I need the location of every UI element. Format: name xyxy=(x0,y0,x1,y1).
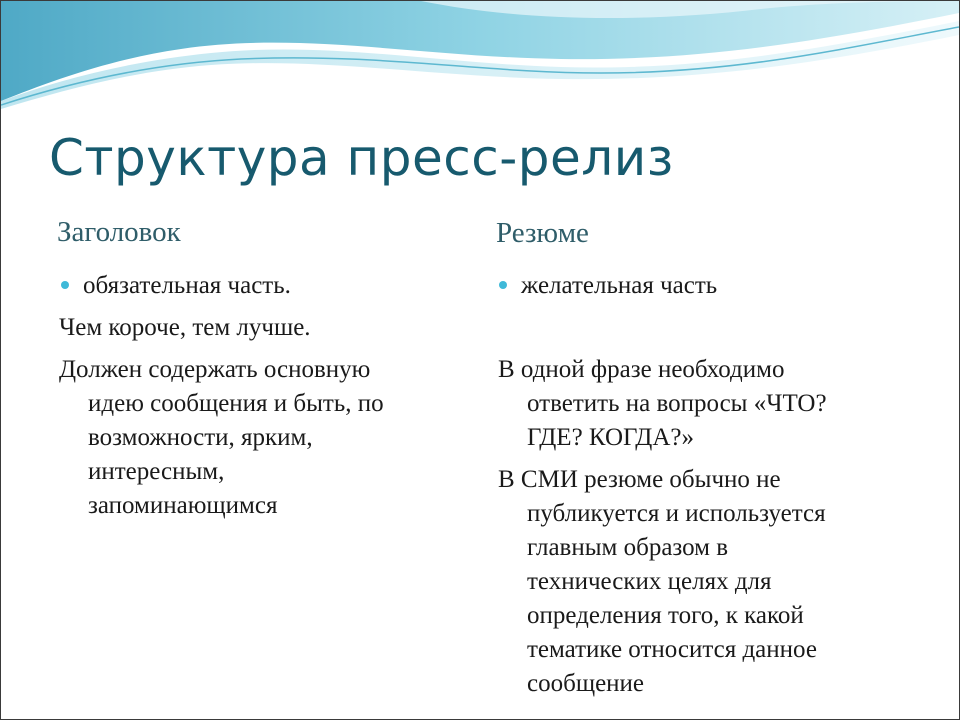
bullet-dot-icon xyxy=(61,281,69,289)
right-para1-line: В одной фразе необходимо xyxy=(498,356,785,383)
right-paragraph-2 xyxy=(498,463,826,701)
right-para2-line: технических целях для xyxy=(527,568,772,595)
right-bullet-text: желательная часть xyxy=(521,272,718,299)
left-paragraph-2 xyxy=(59,353,384,523)
left-para2-line: идею сообщения и быть, по xyxy=(88,390,384,417)
left-bullet-text: обязательная часть. xyxy=(83,272,291,299)
right-para2-line: публикуется и используется xyxy=(527,500,826,527)
header-wave-decoration xyxy=(1,1,959,131)
left-paragraph-1 xyxy=(59,311,311,345)
left-column-heading: Заголовок xyxy=(57,216,181,248)
left-para1-line: Чем короче, тем лучше. xyxy=(59,314,311,341)
right-bullet-item xyxy=(499,272,717,300)
right-para1-line: ГДЕ? КОГДА?» xyxy=(527,424,694,451)
right-para2-line: тематике относится данное xyxy=(527,636,817,663)
left-para2-line: запоминающимся xyxy=(88,492,278,519)
right-para1-line: ответить на вопросы «ЧТО? xyxy=(527,390,827,417)
right-paragraph-1 xyxy=(498,353,827,455)
left-para2-line: возможности, ярким, xyxy=(88,424,313,451)
right-para2-line: определения того, к какой xyxy=(527,602,804,629)
right-para2-line: сообщение xyxy=(527,670,645,697)
left-para2-line: интересным, xyxy=(88,458,225,485)
right-para2-line: В СМИ резюме обычно не xyxy=(498,466,781,493)
bullet-dot-icon xyxy=(499,281,507,289)
right-column-heading: Резюме xyxy=(496,217,589,249)
right-para2-line: главным образом в xyxy=(527,534,729,561)
slide-title: Структура пресс-релиз xyxy=(49,129,674,187)
left-bullet-item xyxy=(61,272,291,300)
left-para2-line: Должен содержать основную xyxy=(59,356,371,383)
